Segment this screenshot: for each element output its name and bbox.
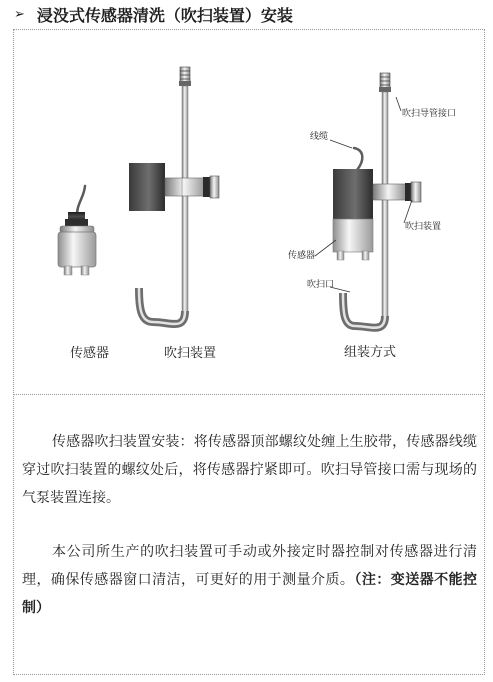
installation-paragraph: 传感器吹扫装置安装：将传感器顶部螺纹处缠上生胶带，传感器线缆穿过吹扫装置的螺纹处后，将传感器拧紧即可。吹扫导管接口需与现场的气泵装置连接。 (22, 434, 477, 506)
callout-cable: 线缆 (310, 132, 329, 142)
callout-blow-port: 吹扫口 (307, 280, 335, 290)
control-paragraph (22, 538, 477, 622)
control-note: （注：变送器不能控制） (22, 572, 478, 616)
sensor-illustration (58, 186, 96, 275)
caption-blowing-device: 吹扫装置 (164, 346, 217, 361)
callout-sensor: 传感器 (288, 251, 316, 261)
caption-sensor: 传感器 (70, 346, 110, 361)
section-title: 浸没式传感器清洗（吹扫装置）安装 (36, 5, 293, 25)
section-divider (13, 394, 485, 395)
control-text: 本公司所生产的吹扫装置可手动或外接定时器控制对传感器进行清理，确保传感器窗口清洁，可更好的用于测量介质。 (22, 544, 477, 588)
bullet-arrow-icon: ➢ (14, 6, 25, 22)
callout-blow-pipe-port: 吹扫导管接口 (402, 109, 457, 119)
blowing-device-illustration (129, 67, 219, 324)
callout-blowing-device: 吹扫装置 (405, 222, 442, 232)
caption-assembly: 组装方式 (344, 345, 397, 360)
